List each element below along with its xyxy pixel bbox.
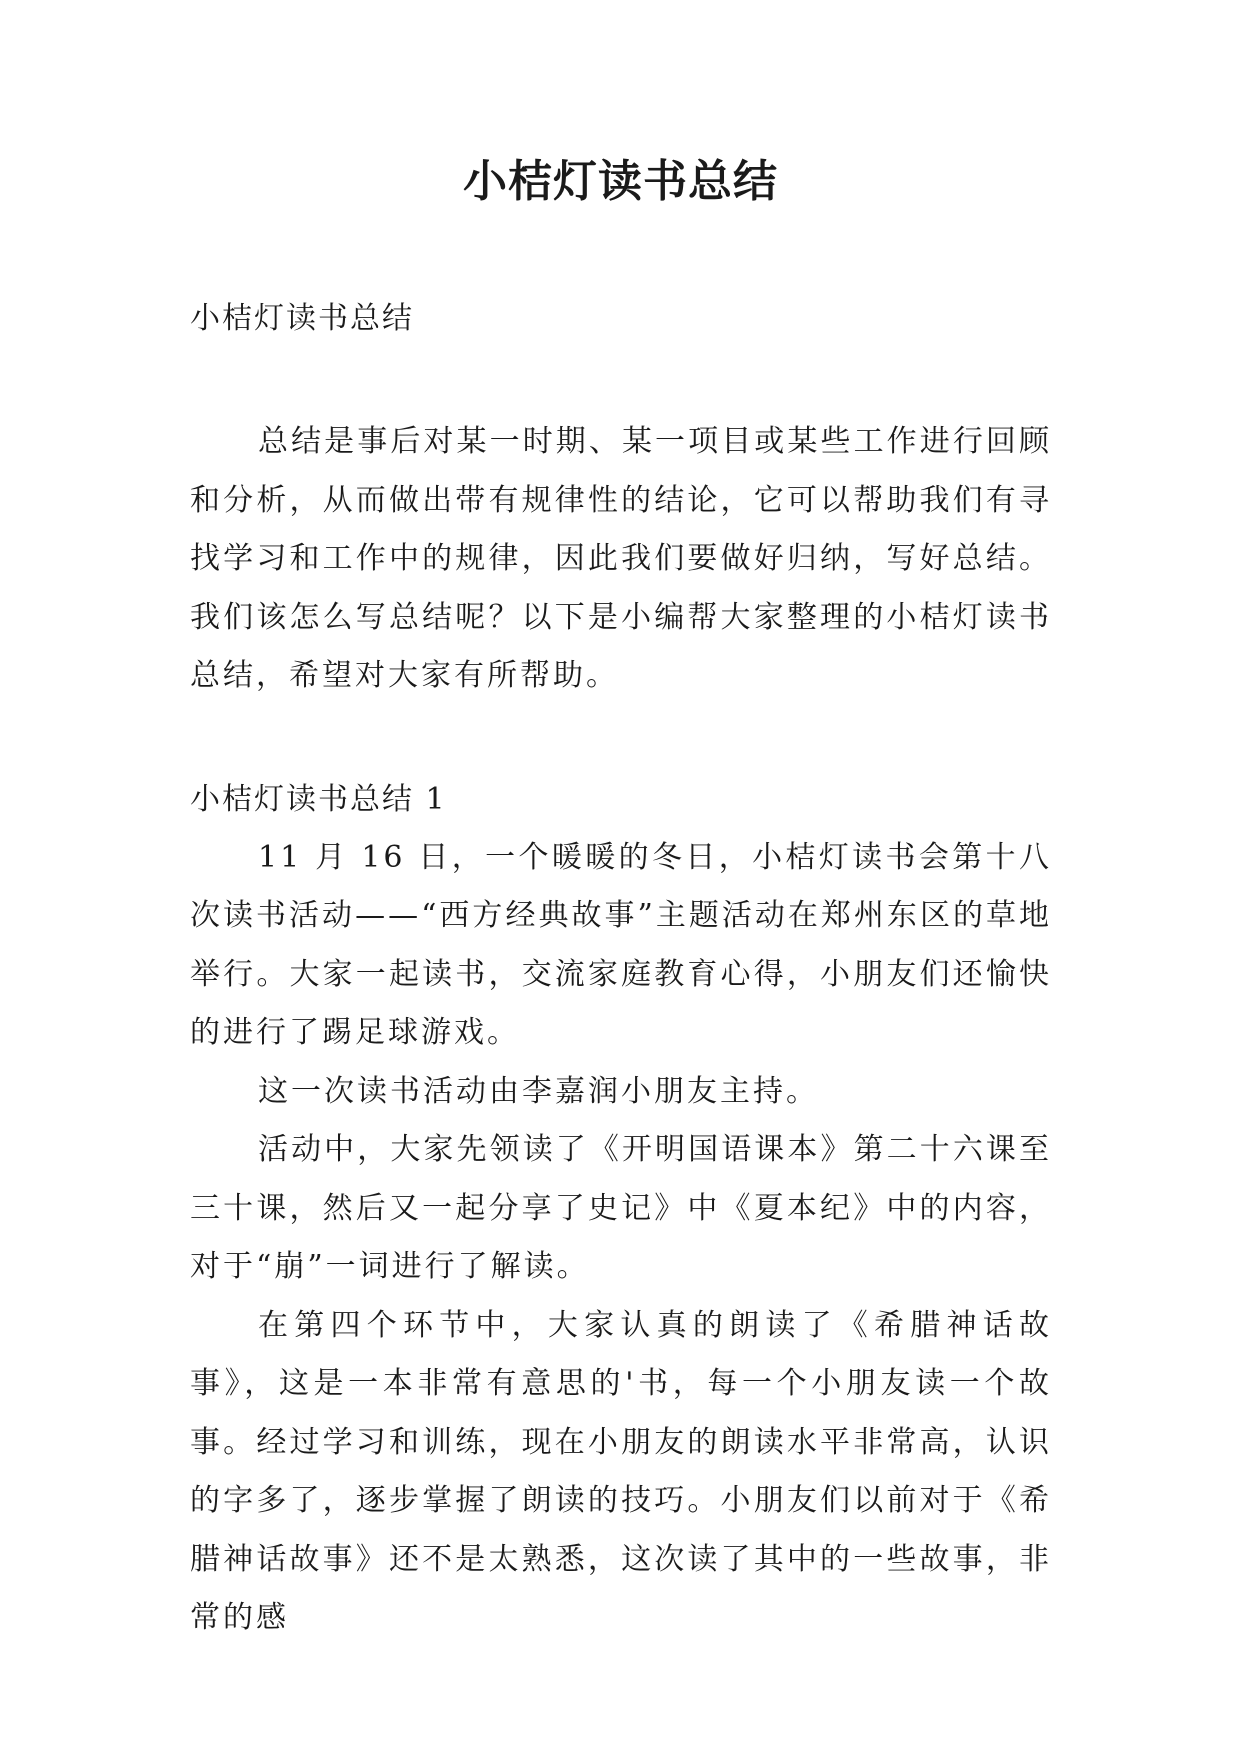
document-subtitle: 小桔灯读书总结 bbox=[190, 301, 414, 336]
body-paragraph: 11 月 16 日，一个暖暖的冬日，小桔灯读书会第十八次读书活动——“西方经典故事”主题活动在郑州东区的草地举行。大家一起读书，交流家庭教育心得，小朋友们还愉快的进行了踢足球游戏。 bbox=[190, 839, 1052, 1050]
document-body bbox=[190, 290, 1052, 1648]
document-title: 小桔灯读书总结 bbox=[463, 156, 778, 207]
spacer bbox=[190, 348, 1052, 413]
spacer bbox=[190, 706, 1052, 771]
body-paragraph: 活动中，大家先领读了《开明国语课本》第二十六课至三十课，然后又一起分享了史记》中《夏本纪》中的内容，对于“崩”一词进行了解读。 bbox=[190, 1132, 1052, 1284]
body-paragraph: 在第四个环节中，大家认真的朗读了《希腊神话故事》，这是一本非常有意思的'书，每一个小朋友读一个故事。经过学习和训练，现在小朋友的朗读水平非常高，认识的字多了，逐步掌握了朗读的技巧。小朋友们以前对于《希腊神话故事》还不是太熟悉，这次读了其中的一些故事，非常的感 bbox=[190, 1307, 1052, 1635]
intro-paragraph: 总结是事后对某一时期、某一项目或某些工作进行回顾和分析，从而做出带有规律性的结论，它可以帮助我们有寻找学习和工作中的规律，因此我们要做好归纳，写好总结。我们该怎么写总结呢？以下是小编帮大家整理的小桔灯读书总结，希望对大家有所帮助。 bbox=[190, 424, 1052, 693]
body-paragraph: 这一次读书活动由李嘉润小朋友主持。 bbox=[258, 1073, 819, 1109]
section-heading: 小桔灯读书总结 1 bbox=[190, 781, 447, 817]
